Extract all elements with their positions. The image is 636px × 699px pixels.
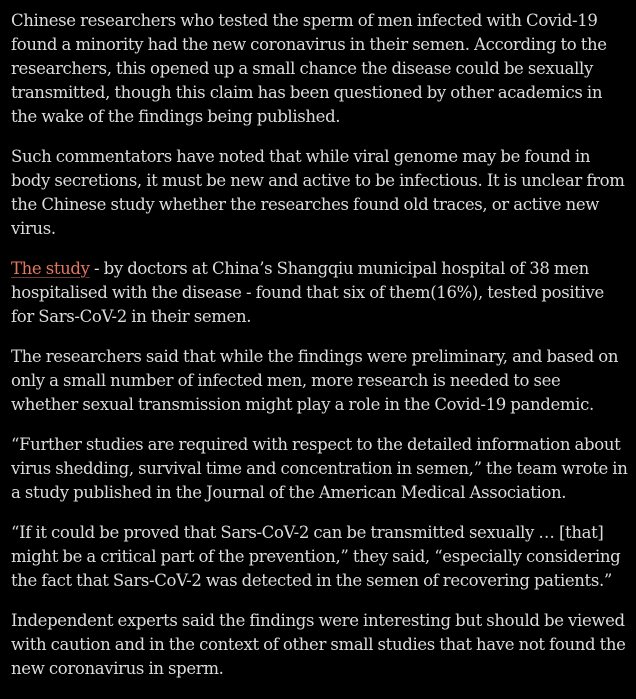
article-paragraph: Such commentators have noted that while viral genome may be found in body secretions, it must be new and active to be infectious. It is unclear from the Chinese study whether the researches found old traces, or active new virus. bbox=[11, 147, 625, 238]
article-paragraph: “If it could be proved that Sars-CoV-2 can be transmitted sexually … [that] might be a critical part of the prevention,” they said, “especially considering the fact that Sars-CoV-2 was detected in the semen of recovering patients.” bbox=[11, 523, 621, 590]
article-paragraph: Independent experts said the findings were interesting but should be viewed with caution and in the context of other small studies that have not found the new coronavirus in sperm. bbox=[11, 611, 626, 678]
article-paragraph: The researchers said that while the findings were preliminary, and based on only a small number of infected men, more research is needed to see whether sexual transmission might play a role in the Covid-19 pandemic. bbox=[11, 347, 619, 414]
article-paragraph bbox=[11, 257, 628, 329]
article-paragraph: Chinese researchers who tested the sperm of men infected with Covid-19 found a minority had the new coronavirus in their semen. According to the researchers, this opened up a small chance the disease could be sexually transmitted, though this claim has been questioned by other academics in the wake of the findings being published. bbox=[11, 11, 607, 126]
study-link[interactable]: The study bbox=[11, 259, 90, 278]
article-paragraph-text: - by doctors at China’s Shangqiu municipal hospital of 38 men hospitalised with the disease - found that six of them(16%), tested positive for Sars-CoV-2 in their semen. bbox=[11, 259, 604, 326]
article-body bbox=[0, 9, 636, 681]
article-paragraph: “Further studies are required with respect to the detailed information about virus shedding, survival time and concentration in semen,” the team wrote in a study published in the Journal of the American Medical Association. bbox=[11, 435, 628, 502]
